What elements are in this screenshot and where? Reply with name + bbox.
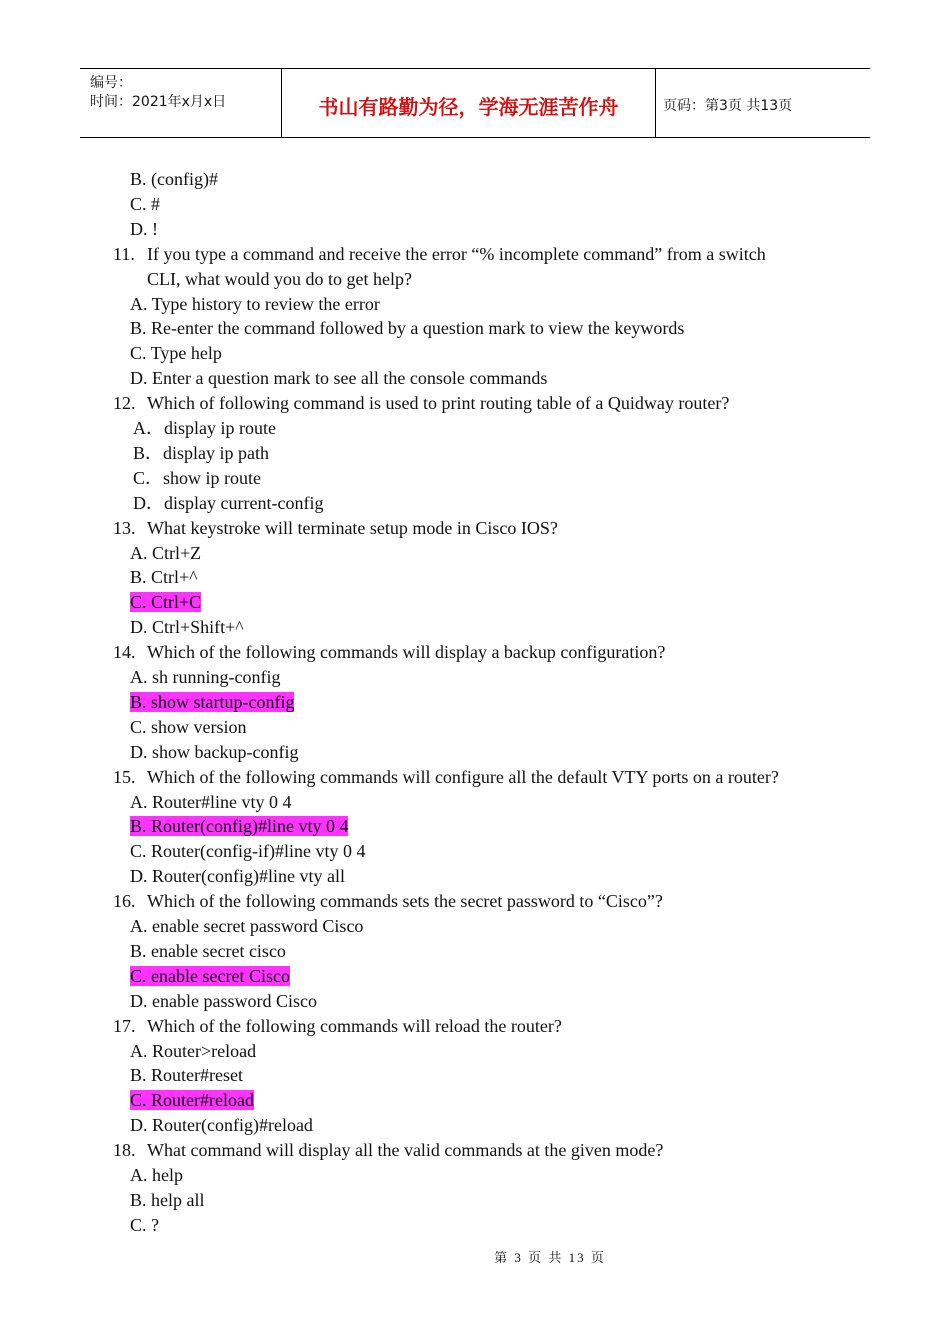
line-text: C. Ctrl+C	[130, 592, 202, 613]
line-text: A. Ctrl+Z	[130, 542, 202, 563]
question-number: 15.	[113, 766, 136, 787]
page-header	[80, 68, 870, 138]
answer-option	[130, 715, 247, 739]
question-number: 11.	[113, 243, 135, 264]
line-text: CLI, what would you do to get help?	[147, 268, 412, 289]
line-text: B. show startup-config	[130, 691, 295, 712]
line-text: D. !	[130, 218, 158, 239]
answer-option	[130, 565, 198, 589]
line-text: B. (config)#	[130, 169, 218, 189]
answer-option	[130, 1039, 256, 1063]
line-text: B. Router#reset	[130, 1065, 243, 1086]
line-text: B．display ip path	[133, 442, 269, 463]
line-text: D. enable password Cisco	[130, 990, 317, 1011]
answer-option-highlighted	[130, 690, 294, 714]
question-line	[113, 640, 665, 664]
question-line	[113, 516, 558, 540]
line-text: A. Type history to review the error	[130, 293, 380, 314]
answer-option	[130, 864, 345, 888]
header-motto: 书山有路勤为径，学海无涯苦作舟	[318, 95, 619, 119]
question-text: Which of the following commands will configure all the default VTY ports on a router?	[147, 766, 779, 787]
question-text: Which of the following commands will display a backup configuration?	[147, 642, 666, 663]
answer-option	[130, 1113, 313, 1137]
question-number: 14.	[113, 642, 136, 663]
answer-option	[130, 366, 547, 390]
line-text: C. #	[130, 193, 161, 214]
question-line	[113, 242, 766, 266]
line-text: C. Router#reload	[130, 1090, 254, 1111]
line-text: C. show version	[130, 716, 247, 737]
question-number: 17.	[113, 1015, 136, 1036]
answer-option	[130, 615, 244, 639]
answer-option	[130, 541, 201, 565]
line-text: D．display current-config	[133, 492, 324, 513]
answer-option	[133, 491, 323, 515]
question-text: What command will display all the valid commands at the given mode?	[147, 1140, 664, 1161]
header-page-cell	[655, 69, 870, 137]
answer-option	[130, 790, 291, 814]
question-line	[113, 1014, 562, 1038]
line-text: B. Ctrl+^	[130, 567, 198, 588]
answer-option	[130, 192, 160, 216]
answer-option	[130, 1163, 183, 1187]
question-line	[113, 889, 663, 913]
line-text: B. help all	[130, 1189, 205, 1210]
page-footer: 第 3 页 共 13 页	[494, 1250, 606, 1265]
question-number: 18.	[113, 1140, 136, 1161]
answer-option-highlighted	[130, 814, 348, 838]
line-text: B. Router(config)#line vty 0 4	[130, 816, 349, 837]
answer-option	[130, 1213, 159, 1237]
answer-option-highlighted	[130, 1088, 254, 1112]
line-text: A. help	[130, 1165, 183, 1185]
line-text: B. Re-enter the command followed by a question mark to view the keywords	[130, 318, 685, 339]
question-text: If you type a command and receive the error “% incomplete command” from a switch	[147, 243, 766, 264]
header-meta-cell	[80, 69, 280, 137]
question-text: Which of the following commands will reload the router?	[147, 1015, 562, 1036]
answer-option	[130, 939, 286, 963]
line-text: A. Router#line vty 0 4	[130, 791, 292, 812]
line-text: A. Router>reload	[130, 1040, 257, 1061]
answer-option	[130, 217, 158, 241]
line-text: A. sh running-config	[130, 667, 281, 687]
answer-option	[130, 665, 280, 689]
line-text: D. Ctrl+Shift+^	[130, 617, 244, 638]
line-text: A. enable secret password Cisco	[130, 916, 364, 936]
answer-option	[130, 167, 218, 191]
answer-option	[130, 914, 363, 938]
answer-option	[130, 740, 298, 764]
question-text: What keystroke will terminate setup mode in Cisco IOS?	[147, 517, 558, 538]
line-text: C. Type help	[130, 343, 222, 364]
question-continuation	[147, 267, 412, 291]
document-number-label: 编号：	[90, 75, 132, 91]
question-number: 13.	[113, 517, 136, 538]
line-text: D. Router(config)#reload	[130, 1115, 313, 1136]
line-text: C. enable secret Cisco	[130, 965, 290, 986]
header-motto-cell	[281, 69, 656, 137]
line-text: C．show ip route	[133, 467, 261, 488]
answer-option	[130, 341, 222, 365]
answer-option	[133, 466, 261, 490]
line-text: C. Router(config-if)#line vty 0 4	[130, 841, 366, 862]
line-text: D. Router(config)#line vty all	[130, 866, 345, 887]
question-line	[113, 765, 779, 789]
line-text: A．display ip route	[133, 418, 276, 438]
question-text: Which of following command is used to print routing table of a Quidway router?	[147, 393, 730, 414]
document-date-label: 时间：2021年x月x日	[90, 94, 227, 110]
answer-option	[130, 1063, 243, 1087]
line-text: B. enable secret cisco	[130, 940, 286, 961]
answer-option	[133, 416, 276, 440]
answer-option-highlighted	[130, 964, 290, 988]
line-text: D. show backup-config	[130, 741, 299, 762]
answer-option	[130, 292, 380, 316]
line-text: D. Enter a question mark to see all the console commands	[130, 368, 548, 389]
answer-option	[130, 989, 317, 1013]
question-number: 16.	[113, 891, 136, 912]
question-line	[113, 391, 729, 415]
question-line	[113, 1138, 663, 1162]
question-number: 12.	[113, 393, 136, 414]
question-text: Which of the following commands sets the secret password to “Cisco”?	[147, 891, 663, 912]
answer-option	[133, 441, 269, 465]
line-text: C. ?	[130, 1214, 159, 1235]
answer-option	[130, 1188, 205, 1212]
header-page-number: 页码：第3页 共13页	[663, 98, 793, 114]
answer-option	[130, 839, 365, 863]
answer-option-highlighted	[130, 590, 201, 614]
answer-option	[130, 316, 684, 340]
